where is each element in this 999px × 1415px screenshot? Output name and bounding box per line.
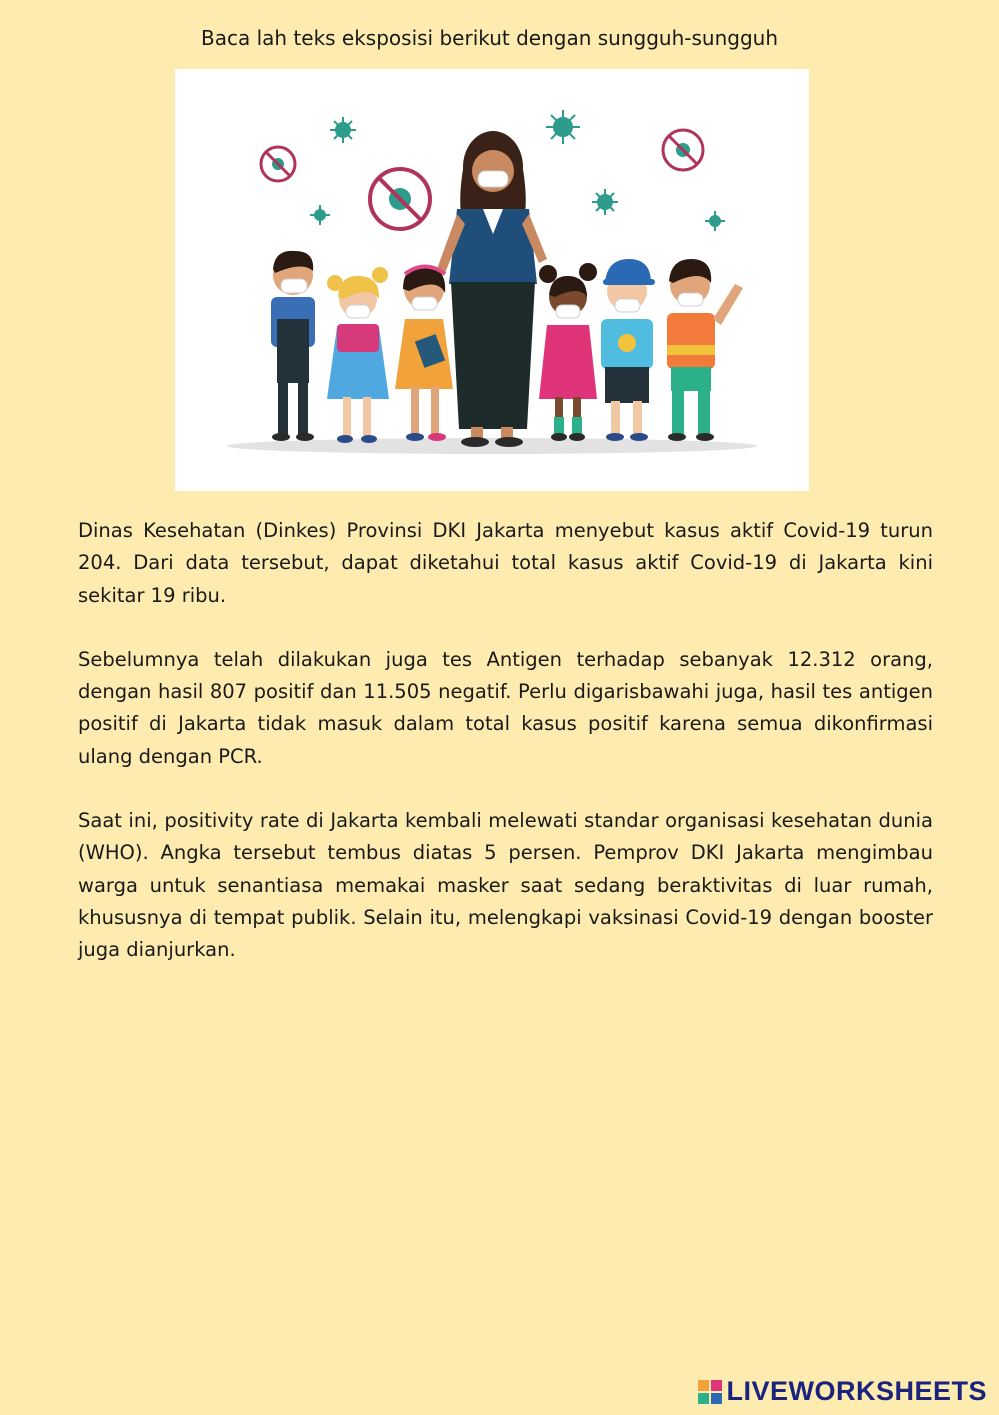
virus-icon bbox=[592, 189, 618, 215]
no-virus-sign-icon bbox=[370, 169, 430, 229]
liveworksheets-logo bbox=[698, 1376, 987, 1407]
teacher-figure bbox=[437, 131, 547, 447]
child-figure bbox=[327, 267, 389, 443]
paragraph: Sebelumnya telah dilakukan juga tes Antigen terhadap sebanyak 12.312 orang, dengan hasil 807 positif dan 11.505 negatif. Perlu digarisbawahi juga, hasil tes antigen positif di Jakarta tidak masuk dalam total kasus positif karena semua dikonfirmasi ulang dengan PCR. bbox=[78, 647, 933, 768]
child-figure bbox=[539, 263, 597, 441]
child-figure bbox=[601, 259, 655, 441]
virus-icon bbox=[705, 211, 725, 231]
virus-icon bbox=[330, 117, 356, 143]
no-virus-sign-icon bbox=[261, 147, 295, 181]
instruction-heading: Baca lah teks eksposisi berikut dengan sungguh-sungguh bbox=[200, 26, 778, 50]
no-virus-sign-icon bbox=[663, 130, 703, 170]
virus-icon bbox=[310, 205, 330, 225]
liveworksheets-logo-icon bbox=[698, 1380, 722, 1404]
virus-icon bbox=[546, 110, 580, 144]
exposition-text bbox=[78, 515, 933, 999]
child-figure bbox=[271, 251, 315, 441]
illustration-teacher-children-masks bbox=[175, 69, 809, 491]
paragraph: Dinas Kesehatan (Dinkes) Provinsi DKI Jakarta menyebut kasus aktif Covid-19 turun 204. Dari data tersebut, dapat diketahui total kasus aktif Covid-19 di Jakarta kini sekitar 19 ribu. bbox=[78, 519, 933, 607]
paragraph: Saat ini, positivity rate di Jakarta kembali melewati standar organisasi kesehatan dunia (WHO). Angka tersebut tembus diatas 5 persen. Pemprov DKI Jakarta mengimbau warga untuk senantiasa memakai masker saat sedang beraktivitas di luar rumah, khususnya di tempat publik. Selain itu, melengkapi vaksinasi Covid-19 dengan booster juga dianjurkan. bbox=[78, 809, 933, 962]
child-figure bbox=[667, 259, 743, 441]
child-figure bbox=[395, 266, 453, 441]
brand-name: LIVEWORKSHEETS bbox=[726, 1376, 987, 1406]
